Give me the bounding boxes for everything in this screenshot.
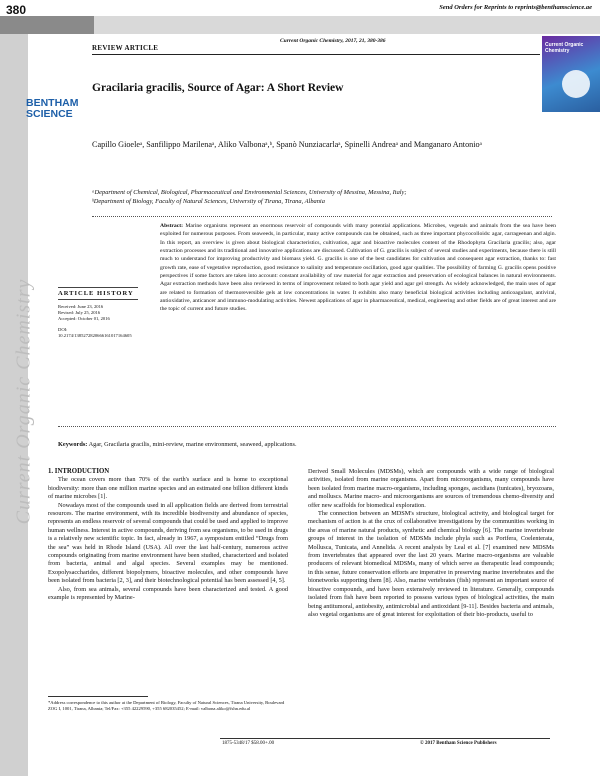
page-number: 380 xyxy=(6,3,27,17)
keywords xyxy=(58,441,558,448)
section-heading: 1. INTRODUCTION xyxy=(48,468,110,475)
issn: 1875-5348/17 $58.00+.00 xyxy=(222,741,275,746)
paragraph: Derived Small Molecules (MDSMs), which are compounds with a wide range of biological activities, isolated from marine organisms. Apart from microorganisms, many compounds have been isolated from marine macro-organisms, including sponges, ascidians (tunicates), bryozoans, and molluscs. Marine macro- and microorganisms are sources of tremendous chemo-diversity and offer new scaffolds for biomedical exploration. xyxy=(308,468,554,509)
divider xyxy=(92,216,552,217)
journal-citation: Current Organic Chemistry, 2017, 21, 380-386 xyxy=(280,38,386,44)
journal-cover xyxy=(542,36,600,112)
abstract xyxy=(160,222,556,314)
article-history-heading: ARTICLE HISTORY xyxy=(58,287,138,300)
paragraph: The connection between an MDSM's structure, biological activity, and biological target for mechanism of action is at the crux of collaborative investigations by the communities working in the areas of marine natural products, synthetic and chemical biology [6]. The marine invertebrate groups of interest in the isolation of MDSMs include phyla such as Porifera, Coelenterata, Mollusca, Tunicata, and Annelida. A recent analysis by Leal et al. [7] examined new MDSMs from invertebrates that appeared over the last 20 years. Marine macro-organisms are valuable producers of relevant biomedical MDSMs, many of which serve as therapeutic lead compounds; in this sense, future conservation efforts are imperative in preserving marine invertebrates and the bionetworks supporting them [8]. Also, marine vertebrates (fish) represent an important source of bioactive compounds, and have been extensively reviewed in literature. Generally, compounds isolated from fish have been reported to possess various types of biological activities, the main being antitumoral, antiobesity, antimicrobial and antioxidant [9-11]. Besides bacteria and animals, also vegetal organisms are of great interest for exploitation of their bio-products, useful to xyxy=(308,510,554,618)
article-history xyxy=(58,287,138,339)
copyright: © 2017 Bentham Science Publishers xyxy=(420,741,497,746)
header-bar-dark xyxy=(0,16,94,34)
logo-line1: BENTHAM xyxy=(26,97,79,109)
divider-keywords xyxy=(58,426,556,427)
keywords-text: Agar, Gracilaria gracilis, mini-review, marine environment, seaweed, applications. xyxy=(88,441,297,448)
sidebar-watermark: Current Organic Chemistry xyxy=(12,278,35,525)
paragraph: Nowadays most of the compounds used in all application fields are derived from terrestrial resources. The marine environment, with its incredible biodiversity and abundance of species, represents an endless reservoir of several compounds that could be used and applied to improve human wellness. Interest in active compounds, deriving from sea organisms, to be used in drugs is a relatively new scientific topic. In fact, already in 1967, a symposium entitled “Drugs from the sea” was held in Rhode Island (USA). All over the last half-century, numerous active compounds originating from marine environment have been studied, characterized and isolated from bacteria, animal and algal species. Several examples may be mentioned. Exopolysaccharides, different biopolymers, bioactive molecules, and other compounds have been isolated from bacteria [2, 3], and their biotechnological potential has been assessed [4, 5]. xyxy=(48,501,288,585)
footer-rule xyxy=(220,738,550,739)
reprints-notice: Send Orders for Reprints to reprints@benthamscience.ae xyxy=(439,4,592,11)
author-list: Capillo Gioeleᵃ, Sanfilippo Marilenaᵃ, Aliko Valbonaᵃ,ᵇ, Spanò Nunziacarlaᵃ, Spinelli Andreaᵃ and Manganaro Antonioᵃ xyxy=(92,140,482,149)
affiliation-b: ᵇDepartment of Biology, Faculty of Natural Sciences, University of Tirana, Tirana, Albania xyxy=(92,198,325,205)
review-label: REVIEW ARTICLE xyxy=(92,44,159,52)
affiliation-a: ᵃDepartment of Chemical, Biological, Pharmaceutical and Environmental Sciences, University of Messina, Messina, Italy; xyxy=(92,189,407,196)
body-column-1 xyxy=(48,468,288,603)
accepted-date: Accepted: October 01, 2016 xyxy=(58,316,110,322)
correspondence-footnote: *Address correspondence to this author at the Department of Biology, Faculty of Natural Sciences, Tirana University, Boulevard ZOG I, 1001, Tirana, Albania; Tel/Fax: +355 42229590, +355 682035452; E-mail: valbona.aliko@fshn.edu.al xyxy=(48,700,285,711)
doi-label: DOI: xyxy=(58,326,68,332)
article-history-body xyxy=(58,304,138,339)
paragraph: The ocean covers more than 70% of the earth's surface and is home to exceptional biodiversity: more than one million marine species and an estimated one billion different kinds of marine microbes [1]. xyxy=(48,476,288,501)
cover-title: Current Organic Chemistry xyxy=(545,42,584,54)
doi-link[interactable]: 10.2174/1385272820666161017164605 xyxy=(58,332,132,338)
keywords-label: Keywords: xyxy=(58,441,88,448)
revised-date: Revised: July 25, 2016 xyxy=(58,310,101,316)
article-title: Gracilaria gracilis, Source of Agar: A Short Review xyxy=(92,82,344,94)
cover-molecule-graphic xyxy=(562,70,590,98)
received-date: Received: June 23, 2016 xyxy=(58,304,104,309)
paragraph: Also, from sea animals, several compounds have been characterized and tested. A good example is represented by Marine- xyxy=(48,585,288,602)
affiliations xyxy=(92,188,552,206)
abstract-label: Abstract: xyxy=(160,223,184,229)
abstract-text: Marine organisms represent an enormous reservoir of compounds with many potential applications. Microbes, vegetals and animals from the sea have been exploited for numerous purposes. From seaweeds, in particular, many active compounds can be obtained, such as three important phycocolloids: agar, carrageenan and algin. In this report, an overview is given about biological characteristics, cultivation, agar and bioactive molecules content of the Rhodophyta Gracilaria gracilis; also, agar extraction processes and its traditional and innovative applications are discussed. Cultivation of G. gracilis is subject of several studies and experiments, because there is still much to understand for improving productivity and biomass yield. G. gracilis is one of the best candidates for cultivation and consequent agar extraction, thanks to: fast growth rate, ease of vegetative reproduction, good resistance to salinity and temperature oscillation, good agar qualities. The possibility of farming G. gracilis opens positive perspectives if some factors are taken into account: constant availability of raw material for agar extraction and preservation of ecological balances in natural environments. Agar extraction methods have been also reviewed in terms of improvement related to both agar yield and agar gel strength. As widely acknowledged, the main uses of agar are related to formation of thermoreversible gels at low concentrations in water. It exhibits also many beneficial biological activities including anticoagulant, antiviral, antioxidative, anticancer and immuno-modulating activities. Newest applications of agar in pharmaceutical, medical, engineering and other fields are of great interest and are the topic of current and future studies. xyxy=(160,223,557,313)
header-rule xyxy=(92,54,540,55)
bentham-logo xyxy=(26,98,82,136)
footnote-rule xyxy=(48,696,148,697)
logo-line2: SCIENCE xyxy=(26,108,73,120)
body-column-2 xyxy=(308,468,554,619)
